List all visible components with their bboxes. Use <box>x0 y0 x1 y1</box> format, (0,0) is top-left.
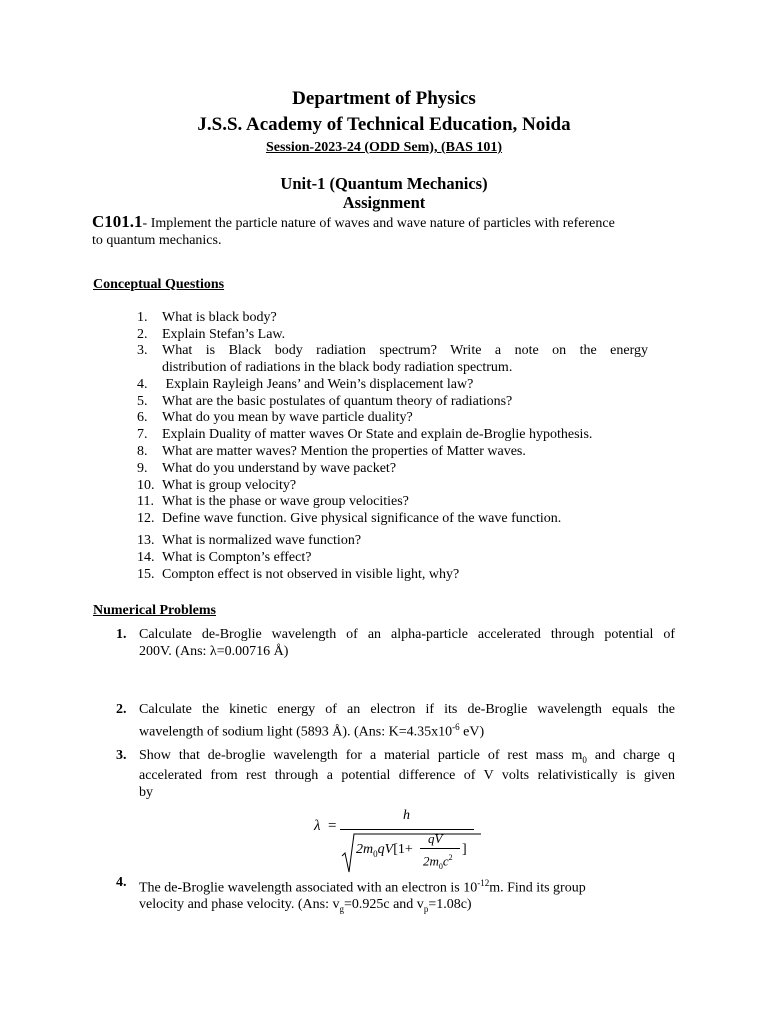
outcome-text-cont: to quantum mechanics. <box>92 232 222 248</box>
conceptual-heading: Conceptual Questions <box>93 277 225 292</box>
inner-fraction-numerator: qV <box>428 831 443 846</box>
unit-title: Unit-1 (Quantum Mechanics) <box>280 174 488 193</box>
formula-numerator: h <box>403 808 410 823</box>
inner-fraction-denominator: $2m_0c^2$ <box>423 853 453 871</box>
department-title: Department of Physics <box>292 88 476 109</box>
numerical-heading: Numerical Problems <box>93 603 216 618</box>
de-broglie-formula <box>312 806 482 874</box>
formula-denominator: $2m_0qV[1+$ <box>356 842 413 859</box>
course-outcome <box>92 214 676 249</box>
formula-bracket-close: ] <box>462 842 467 857</box>
outcome-text: - Implement the particle nature of waves and wave nature of particles with reference <box>142 216 615 231</box>
formula-lambda: λ <box>314 818 321 834</box>
inner-fraction-bar <box>420 848 460 849</box>
institute-title: J.S.S. Academy of Technical Education, Noida <box>197 114 571 135</box>
assignment-title: Assignment <box>342 193 426 212</box>
formula-equals: = <box>328 818 337 834</box>
outcome-code: C101.1 <box>92 212 143 231</box>
session-line: Session-2023-24 (ODD Sem), (BAS 101) <box>265 140 503 155</box>
